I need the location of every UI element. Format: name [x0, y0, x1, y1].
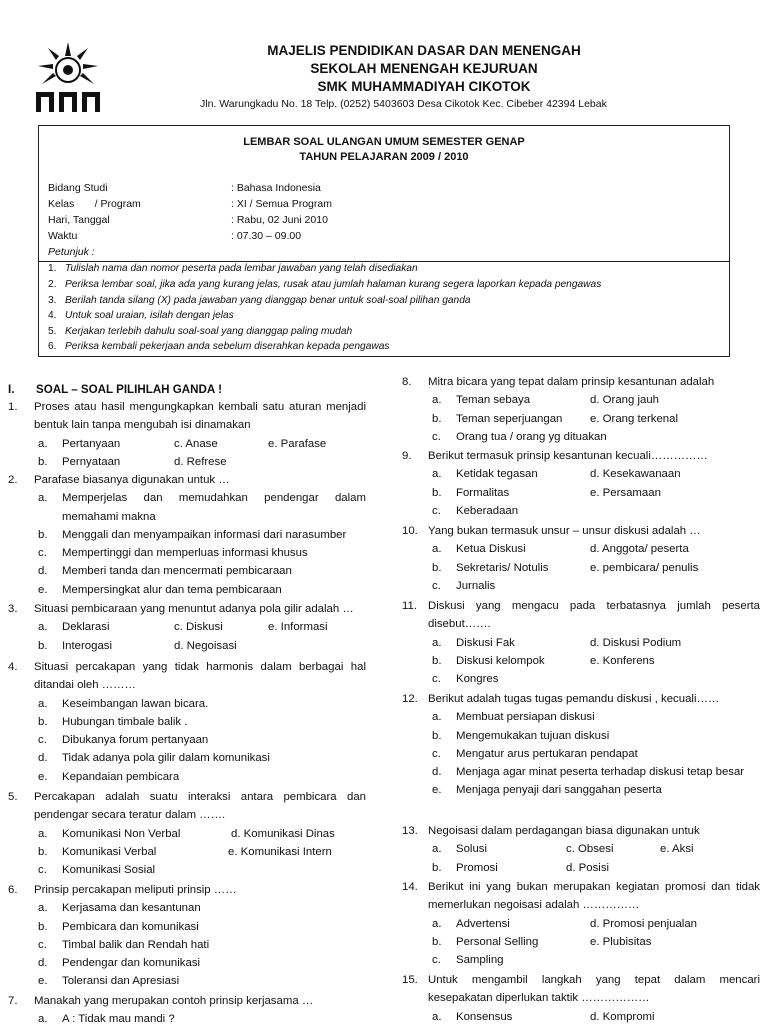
- info-label: Bidang Studi: [48, 182, 108, 194]
- instructions-heading: Petunjuk :: [48, 246, 95, 258]
- instruction-item: 1. Tulislah nama dan nomor peserta pada lembar jawaban yang telah disediakan: [48, 263, 418, 274]
- question-1: 1. Proses atau hasil mengungkapkan kembali satu aturan menjadi bentuk lain tanpa mengubah isi dinamakan a. Pertanyaan c. Anase e. Parafase b. Pernyataan d. Refrese: [8, 401, 366, 468]
- header-line-1: MAJELIS PENDIDIKAN DASAR DAN MENENGAH: [267, 43, 581, 58]
- info-value: : XI / Semua Program: [231, 198, 332, 210]
- header-line-3: SMK MUHAMMADIYAH CIKOTOK: [317, 79, 531, 94]
- question-10: 10. Yang bukan termasuk unsur – unsur diskusi adalah … a. Ketua Diskusi d. Anggota/ peserta b. Sekretaris/ Notulis e. pembicara/ penulis c. Jurnalis: [402, 525, 701, 592]
- exam-info-box: [38, 125, 730, 357]
- question-6: 6. Prinsip percakapan meliputi prinsip …… a. Kerjasama dan kesantunan b. Pembicara dan komunikasi c. Timbal balik dan Rendah hati d. Pendengar dan komunikasi e. Toleransi dan Apresiasi: [8, 884, 237, 988]
- info-label: Hari, Tanggal: [48, 214, 110, 226]
- instruction-item: 4. Untuk soal uraian, isilah dengan jelas: [48, 310, 234, 321]
- question-8: 8. Mitra bicara yang tepat dalam prinsip kesantunan adalah a. Teman sebaya d. Orang jauh b. Teman seperjuangan e. Orang terkenal c. Orang tua / orang yg dituakan: [402, 376, 715, 443]
- info-label: Waktu: [48, 230, 78, 242]
- info-label: Kelas / Program: [48, 198, 141, 210]
- header-line-2: SEKOLAH MENENGAH KEJURUAN: [310, 61, 538, 76]
- instruction-item: 6. Periksa kembali pekerjaan anda sebelum diserahkan kepada pengawas: [48, 341, 390, 352]
- question-3: 3. Situasi pembicaraan yang menuntut adanya pola gilir adalah … a. Deklarasi c. Diskusi e. Informasi b. Interogasi d. Negoisasi: [8, 603, 354, 652]
- question-14: 14. Berikut ini yang bukan merupakan kegiatan promosi dan tidak memerlukan negoisasi adalah …………… a. Advertensi d. Promosi penjualan b. Personal Selling e. Plubisitas c. Sampling: [402, 881, 760, 967]
- instruction-item: 5. Kerjakan terlebih dahulu soal-soal yang dianggap paling mudah: [48, 326, 353, 337]
- question-12: 12. Berikut adalah tugas tugas pemandu diskusi , kecuali…… a. Membuat persiapan diskusi b. Mengemukakan tujuan diskusi c. Mengatur arus pertukaran pendapat d. Menjaga agar minat peserta terhadap diskusi tetap besar e. Menjaga penyaji dari sanggahan peserta: [402, 693, 745, 797]
- letterhead: [0, 0, 768, 120]
- header-address: Jln. Warungkadu No. 18 Telp. (0252) 5403603 Desa Cikotok Kec. Cibeber 42394 Lebak: [200, 98, 607, 110]
- info-value: : Bahasa Indonesia: [231, 182, 321, 194]
- question-15: 15. Untuk mengambil langkah yang tepat dalam mencari kesepakatan diperlukan taktik ……………… a. Konsensus d. Kompromi: [402, 974, 760, 1023]
- question-9: 9. Berikut termasuk prinsip kesantunan kecuali…………… a. Ketidak tegasan d. Kesekawanaan b. Formalitas e. Persamaan c. Keberadaan: [402, 450, 708, 517]
- section-heading: I. SOAL – SOAL PILIHLAH GANDA !: [8, 383, 222, 396]
- question-2: 2. Parafase biasanya digunakan untuk … a. Memperjelas dan memudahkan pendengar dalam memahami makna b. Menggali dan menyampaikan informasi dari narasumber c. Mempertinggi dan memperluas informasi khusus d. Memberi tanda dan mencermati pembicaraan e. Mempersingkat alur dan tema pembicaraan: [8, 474, 366, 596]
- question-7: 7. Manakah yang merupakan contoh prinsip kerjasama … a. A : Tidak mau mandi ?: [8, 995, 314, 1026]
- exam-year: TAHUN PELAJARAN 2009 / 2010: [299, 151, 469, 163]
- instruction-item: 2. Periksa lembar soal, jika ada yang kurang jelas, rusak atau jumlah halaman kurang segera laporkan kepada pengawas: [48, 279, 602, 290]
- question-4: 4. Situasi percakapan yang tidak harmonis dalam berbagai hal ditandai oleh ……… a. Keseimbangan lawan bicara. b. Hubungan timbale balik . c. Dibukanya forum pertanyaan d. Tidak adanya pola gilir dalam komunikasi e. Kepandaian pembicara: [8, 661, 366, 783]
- exam-title: LEMBAR SOAL ULANGAN UMUM SEMESTER GENAP: [243, 136, 525, 148]
- info-value: : 07.30 – 09.00: [231, 230, 302, 242]
- info-value: : Rabu, 02 Juni 2010: [231, 214, 328, 226]
- divider: [39, 261, 729, 262]
- question-13: 13. Negoisasi dalam perdagangan biasa digunakan untuk a. Solusi c. Obsesi e. Aksi b. Promosi d. Posisi: [402, 825, 700, 874]
- question-11: 11. Diskusi yang mengacu pada terbatasnya jumlah peserta disebut……. a. Diskusi Fak d. Diskusi Podium b. Diskusi kelompok e. Konferens c. Kongres: [402, 600, 760, 686]
- question-5: 5. Percakapan adalah suatu interaksi antara pembicara dan pendengar secara teratur dalam ……. a. Komunikasi Non Verbal d. Komunikasi Dinas b. Komunikasi Verbal e. Komunikasi Intern c. Komunikasi Sosial: [8, 791, 366, 877]
- instruction-item: 3. Berilah tanda silang (X) pada jawaban yang dianggap benar untuk soal-soal pilihan ganda: [48, 295, 471, 306]
